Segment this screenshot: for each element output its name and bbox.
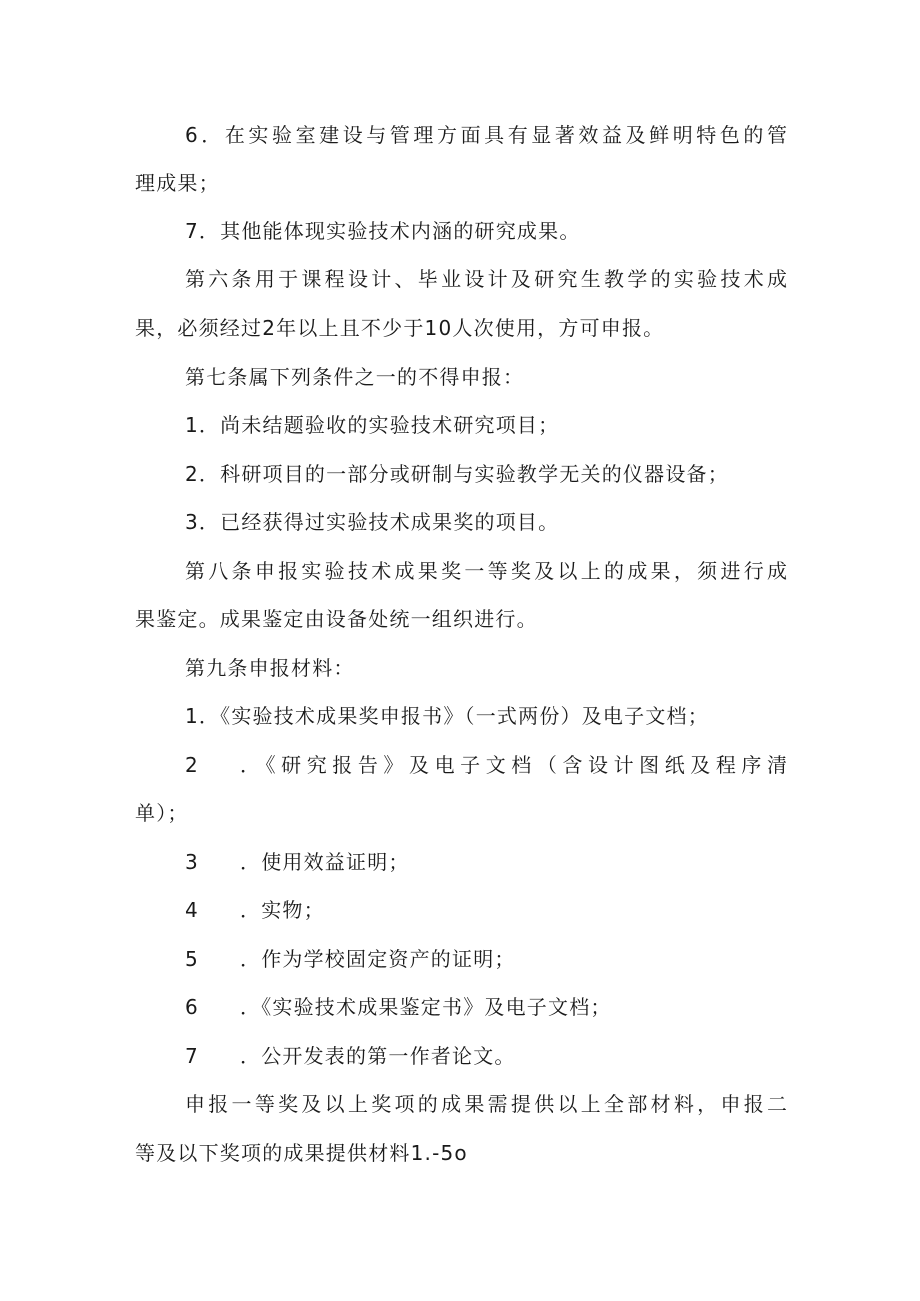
paragraph-line: 理成果；	[135, 171, 220, 195]
paragraph-line: 第六条用于课程设计、毕业设计及研究生教学的实验技术成	[185, 267, 787, 291]
paragraph-line: ．使用效益证明；	[240, 850, 410, 874]
paragraph-line: ．《研究报告》及电子文档（含设计图纸及程序清	[240, 753, 787, 777]
list-number: 5	[185, 947, 199, 971]
list-number: 2	[185, 753, 199, 777]
paragraph-line: 1．《实验技术成果奖申报书》（一式两份）及电子文档；	[185, 704, 709, 728]
paragraph-line: 2．科研项目的一部分或研制与实验教学无关的仪器设备；	[185, 462, 729, 486]
paragraph-line: 申报一等奖及以上奖项的成果需提供以上全部材料，申报二	[185, 1092, 787, 1116]
paragraph-line: 果，必须经过2年以上且不少于10人次使用，方可申报。	[135, 316, 665, 340]
paragraph-line: 等及以下奖项的成果提供材料1.-5o	[135, 1141, 468, 1165]
paragraph-line: 7．其他能体现实验技术内涵的研究成果。	[185, 219, 581, 243]
list-number: 3	[185, 850, 199, 874]
paragraph-line: ．公开发表的第一作者论文。	[240, 1044, 516, 1068]
paragraph-line: 3．已经获得过实验技术成果奖的项目。	[185, 510, 560, 534]
paragraph-line: 单）；	[135, 801, 189, 825]
paragraph-line: ．实物；	[240, 898, 325, 922]
paragraph-line: ．《实验技术成果鉴定书》及电子文档；	[240, 995, 612, 1019]
paragraph-line: 果鉴定。成果鉴定由设备处统一组织进行。	[135, 607, 538, 631]
paragraph-line: 第九条申报材料：	[185, 656, 355, 680]
paragraph-line: 1．尚未结题验收的实验技术研究项目；	[185, 413, 560, 437]
paragraph-line: 6．在实验室建设与管理方面具有显著效益及鲜明特色的管	[185, 123, 787, 147]
paragraph-line: ．作为学校固定资产的证明；	[240, 947, 516, 971]
paragraph-line: 第八条申报实验技术成果奖一等奖及以上的成果，须进行成	[185, 559, 787, 583]
list-number: 6	[185, 995, 199, 1019]
paragraph-line: 第七条属下列条件之一的不得申报：	[185, 365, 525, 389]
list-number: 4	[185, 898, 199, 922]
list-number: 7	[185, 1044, 199, 1068]
